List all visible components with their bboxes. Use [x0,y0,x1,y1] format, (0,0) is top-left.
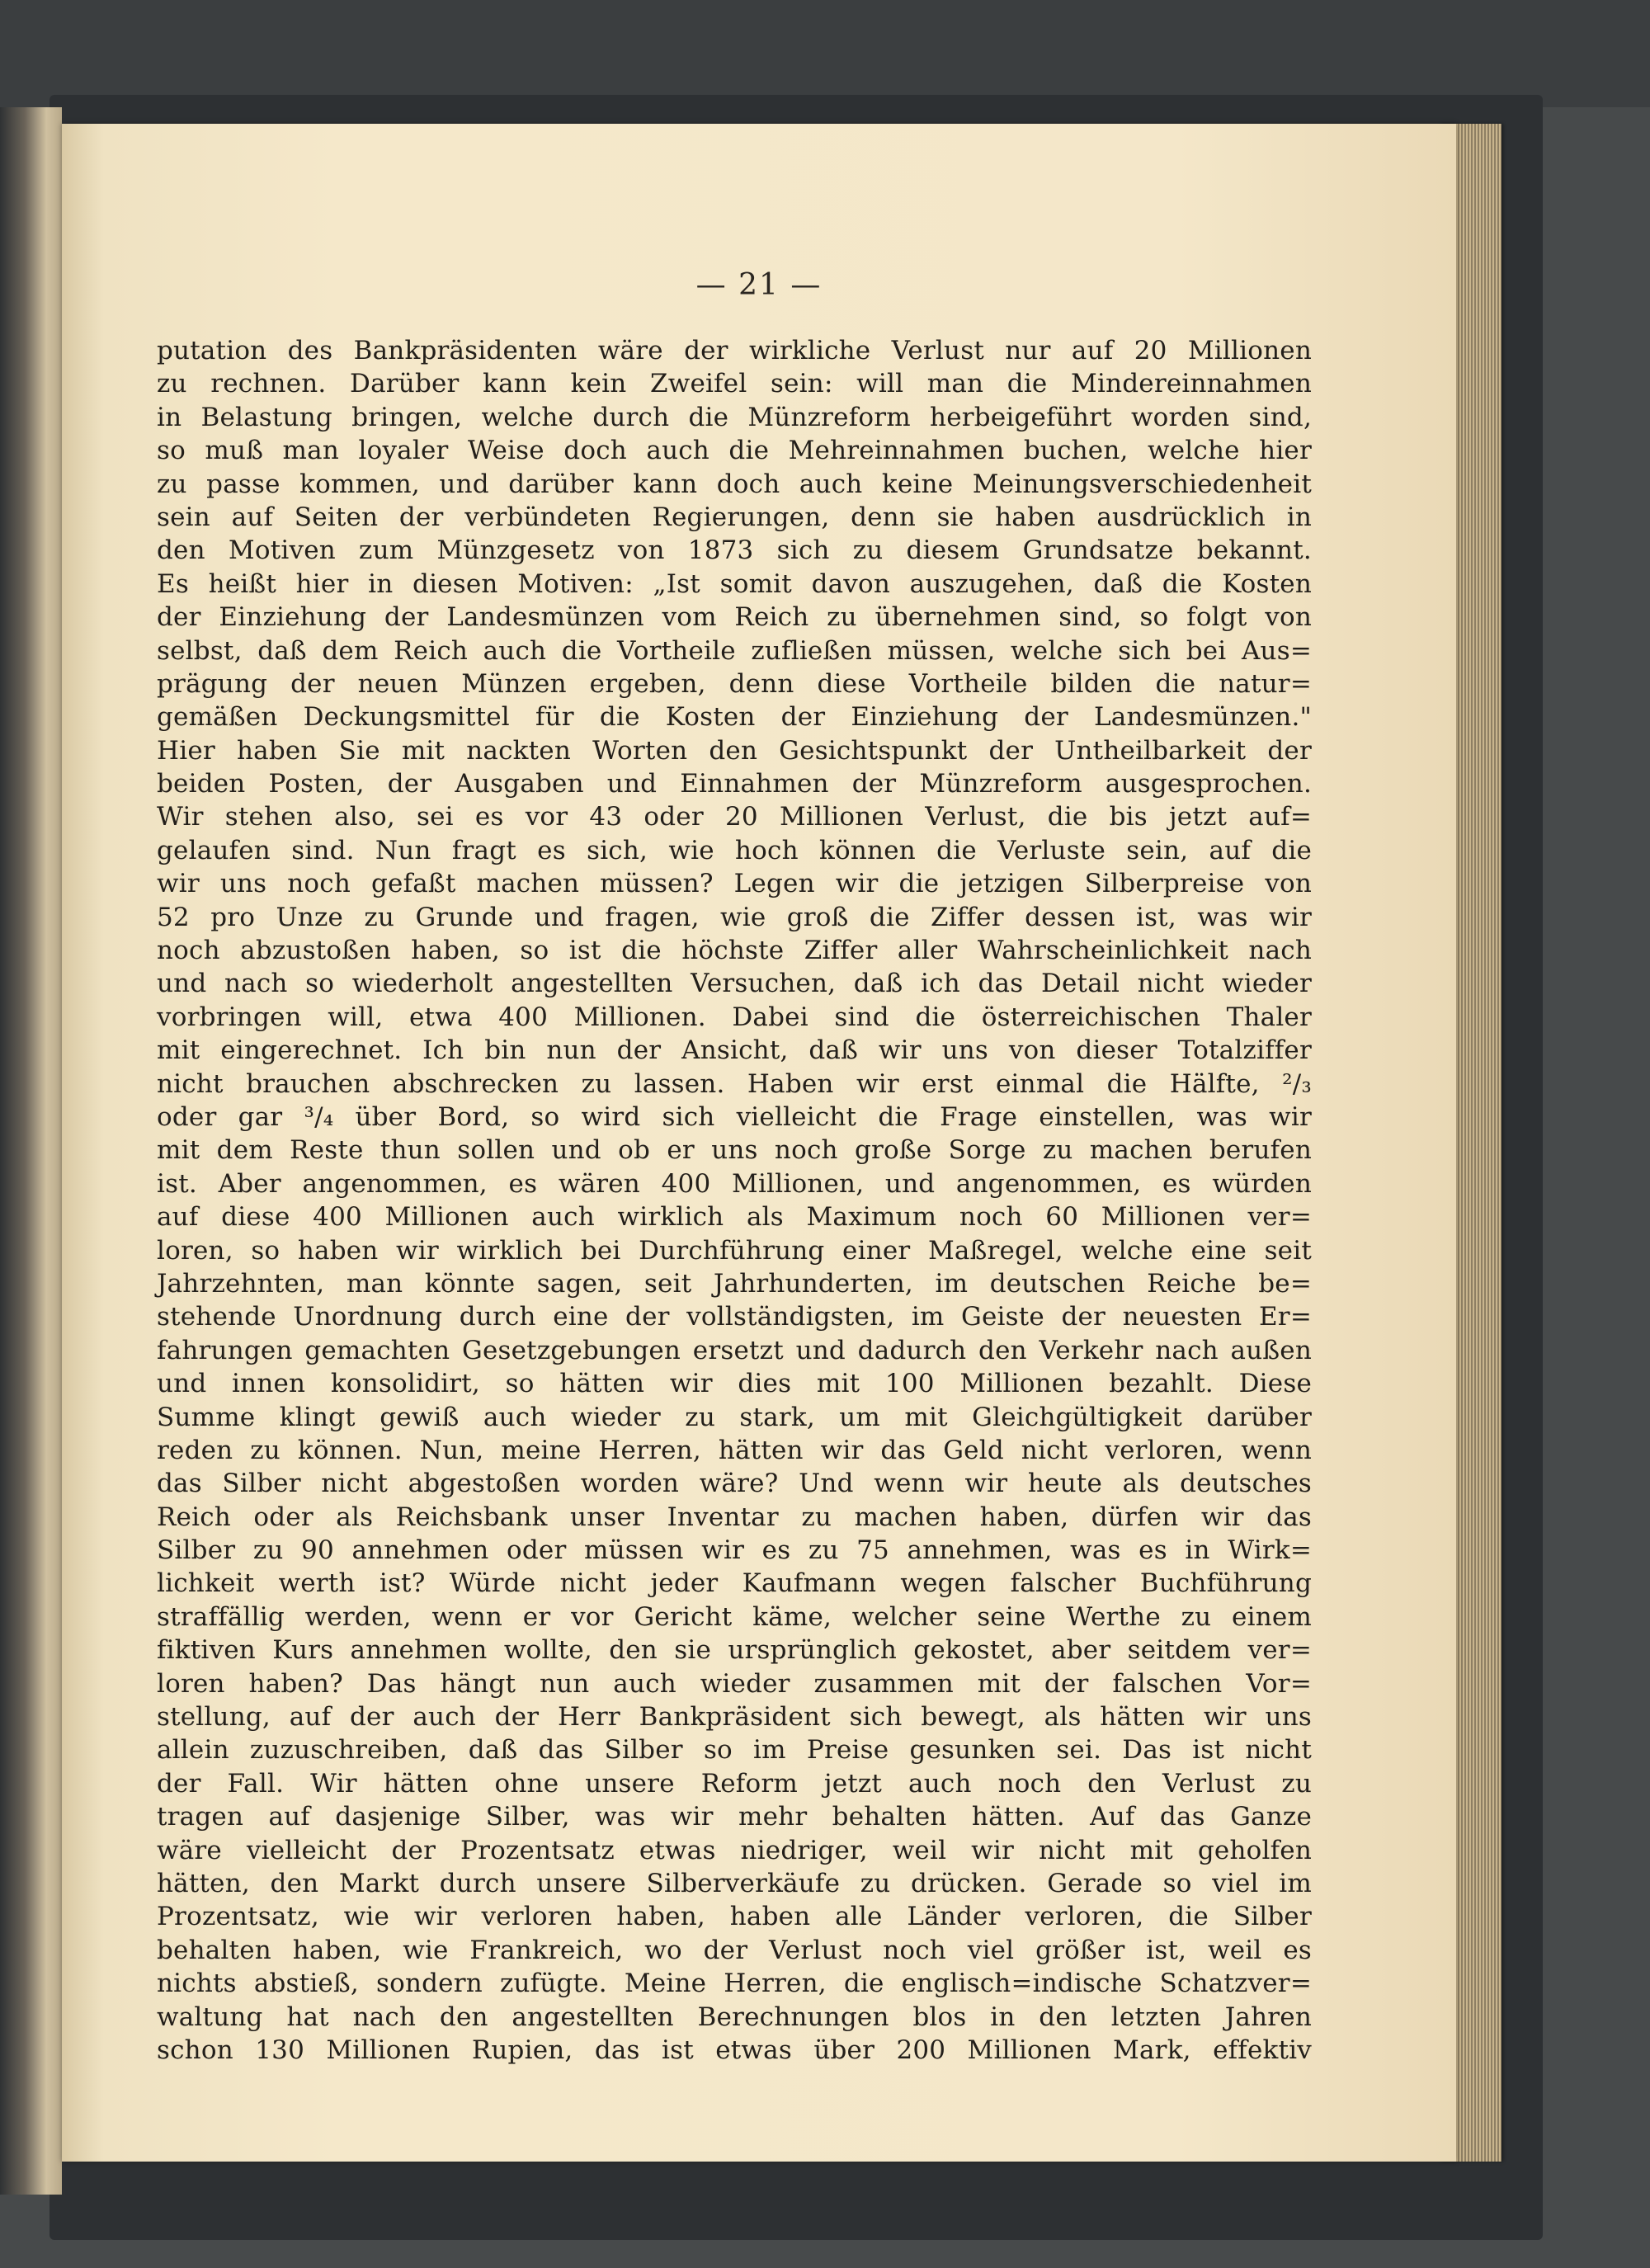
text-line: loren, so haben wir wirklich bei Durchführung einer Maßregel, welche eine seit [157,1235,1312,1266]
text-line: ist. Aber angenommen, es wären 400 Millionen, und angenommen, es würden [157,1168,1312,1199]
text-line: wäre vielleicht der Prozentsatz etwas niedriger, weil wir nicht mit geholfen [157,1835,1312,1865]
text-line: beiden Posten, der Ausgaben und Einnahmen der Münzreform ausgesprochen. [157,769,1312,799]
text-line: Summe klingt gewiß auch wieder zu stark, um mit Gleichgültigkeit darüber [157,1402,1312,1432]
text-line: schon 130 Millionen Rupien, das ist etwas über 200 Millionen Mark, effektiv [157,2035,1312,2065]
book-page [62,124,1456,2162]
text-line: reden zu können. Nun, meine Herren, hätten wir das Geld nicht verloren, wenn [157,1435,1312,1465]
text-line: waltung hat nach den angestellten Berechnungen blos in den letzten Jahren [157,2002,1312,2032]
text-line: und nach so wiederholt angestellten Versuchen, daß ich das Detail nicht wieder [157,969,1312,999]
left-page-edge [0,107,62,2195]
text-line: und innen konsolidirt, so hätten wir dies mit 100 Millionen bezahlt. Diese [157,1369,1312,1399]
text-line: lichkeit werth ist? Würde nicht jeder Kaufmann wegen falscher Buchführung [157,1568,1312,1599]
text-line: der Einziehung der Landesmünzen vom Reich zu übernehmen sind, so folgt von [157,602,1312,633]
text-line: in Belastung bringen, welche durch die Münzreform herbeigeführt worden sind, [157,402,1312,432]
text-line: vorbringen will, etwa 400 Millionen. Dabei sind die österreichischen Thaler [157,1002,1312,1032]
text-line: mit dem Reste thun sollen und ob er uns noch große Sorge zu machen berufen [157,1135,1312,1166]
text-line: Reich oder als Reichsbank unser Inventar zu machen haben, dürfen wir das [157,1502,1312,1532]
body-text [157,334,1312,2067]
text-line: gemäßen Deckungsmittel für die Kosten der Einziehung der Landesmünzen." [157,702,1312,733]
text-line: loren haben? Das hängt nun auch wieder zusammen mit der falschen Vor= [157,1668,1312,1699]
text-line: Wir stehen also, sei es vor 43 oder 20 Millionen Verlust, die bis jetzt auf= [157,802,1312,832]
text-line: den Motiven zum Münzgesetz von 1873 sich zu diesem Grundsatze bekannt. [157,535,1312,566]
text-line: Es heißt hier in diesen Motiven: „Ist somit davon auszugehen, daß die Kosten [157,568,1312,599]
text-line: nicht brauchen abschrecken zu lassen. Haben wir erst einmal die Hälfte, ²/₃ [157,1068,1312,1099]
text-line: zu passe kommen, und darüber kann doch auch keine Meinungsverschiedenheit [157,469,1312,499]
page-number: — 21 — [695,268,823,302]
text-line: Jahrzehnten, man könnte sagen, seit Jahrhunderten, im deutschen Reiche be= [157,1268,1312,1299]
text-line: selbst, daß dem Reich auch die Vortheile zufließen müssen, welche sich bei Aus= [157,635,1312,666]
text-line: fiktiven Kurs annehmen wollte, den sie ursprünglich gekostet, aber seitdem ver= [157,1635,1312,1666]
text-line: prägung der neuen Münzen ergeben, denn diese Vortheile bilden die natur= [157,668,1312,699]
text-line: straffällig werden, wenn er vor Gericht käme, welcher seine Werthe zu einem [157,1601,1312,1632]
text-line: nichts abstieß, sondern zufügte. Meine Herren, die englisch=indische Schatzver= [157,1969,1312,1999]
text-line: Hier haben Sie mit nackten Worten den Gesichtspunkt der Untheilbarkeit der [157,735,1312,766]
text-line: oder gar ³/₄ über Bord, so wird sich vielleicht die Frage einstellen, was wir [157,1101,1312,1132]
text-line: putation des Bankpräsidenten wäre der wirkliche Verlust nur auf 20 Millionen [157,336,1312,365]
text-line: zu rechnen. Darüber kann kein Zweifel sein: will man die Mindereinnahmen [157,369,1312,399]
text-line: gelaufen sind. Nun fragt es sich, wie hoch können die Verluste sein, auf die [157,835,1312,865]
text-line: fahrungen gemachten Gesetzgebungen ersetzt und dadurch den Verkehr nach außen [157,1335,1312,1365]
text-line: das Silber nicht abgestoßen worden wäre? Und wenn wir heute als deutsches [157,1469,1312,1499]
text-line: tragen auf dasjenige Silber, was wir mehr behalten hätten. Auf das Ganze [157,1802,1312,1832]
text-line: behalten haben, wie Frankreich, wo der Verlust noch viel größer ist, weil es [157,1935,1312,1965]
text-line: stellung, auf der auch der Herr Bankpräsident sich bewegt, als hätten wir uns [157,1702,1312,1733]
text-line: Silber zu 90 annehmen oder müssen wir es zu 75 annehmen, was es in Wirk= [157,1535,1312,1566]
text-line: so muß man loyaler Weise doch auch die Mehreinnahmen buchen, welche hier [157,436,1312,466]
text-line: Prozentsatz, wie wir verloren haben, haben alle Länder verloren, die Silber [157,1902,1312,1932]
text-line: sein auf Seiten der verbündeten Regierungen, denn sie haben ausdrücklich in [157,502,1312,532]
text-line: stehende Unordnung durch eine der vollständigsten, im Geiste der neuesten Er= [157,1302,1312,1332]
text-line: der Fall. Wir hätten ohne unsere Reform jetzt auch noch den Verlust zu [157,1768,1312,1799]
text-line: noch abzustoßen haben, so ist die höchste Ziffer aller Wahrscheinlichkeit nach [157,936,1312,966]
scan-background [0,0,1650,107]
text-line: allein zuzuschreiben, daß das Silber so im Preise gesunken sei. Das ist nicht [157,1735,1312,1766]
text-line: auf diese 400 Millionen auch wirklich als Maximum noch 60 Millionen ver= [157,1202,1312,1233]
text-line: wir uns noch gefaßt machen müssen? Legen wir die jetzigen Silberpreise von [157,869,1312,899]
text-line: mit eingerechnet. Ich bin nun der Ansicht, daß wir uns von dieser Totalziffer [157,1035,1312,1066]
text-line: 52 pro Unze zu Grunde und fragen, wie groß die Ziffer dessen ist, was wir [157,902,1312,932]
text-line: hätten, den Markt durch unsere Silberverkäufe zu drücken. Gerade so viel im [157,1868,1312,1898]
